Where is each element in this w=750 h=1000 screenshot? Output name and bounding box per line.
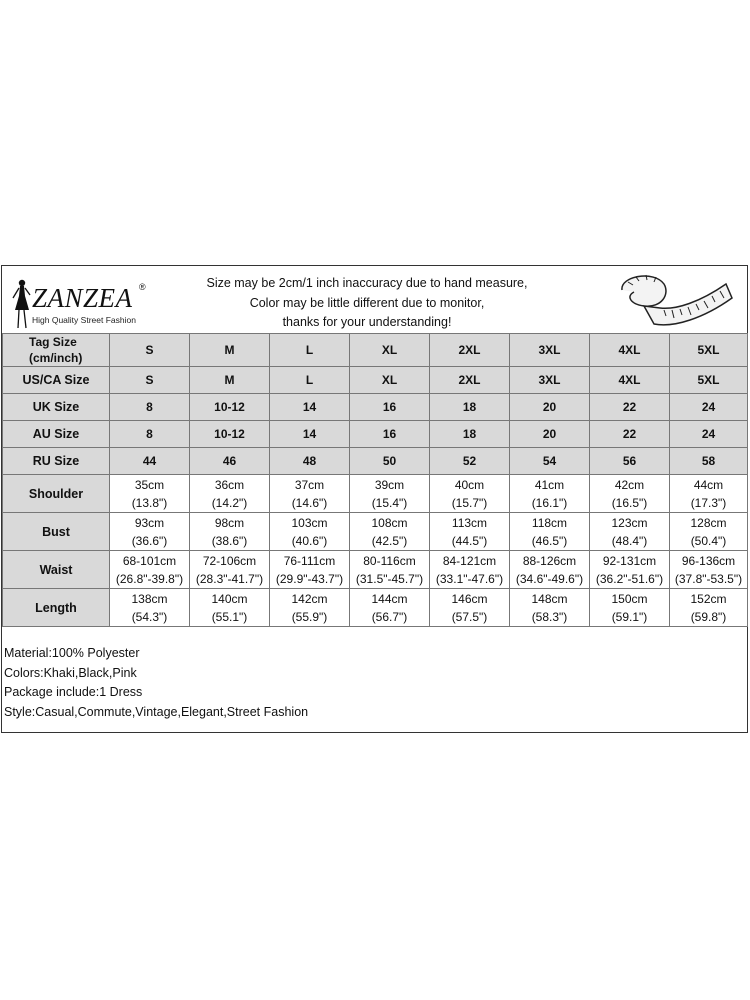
table-cell: [270, 551, 350, 589]
inch-value: (55.1"): [211, 609, 248, 624]
table-cell: 8: [110, 421, 190, 448]
inch-value: (15.4"): [371, 495, 408, 510]
inch-value: (29.9"-43.7"): [275, 571, 344, 586]
notice-line: Size may be 2cm/1 inch inaccuracy due to hand measure,: [206, 276, 528, 290]
brand-logo: [6, 272, 156, 328]
cm-value: 108cm: [371, 515, 408, 530]
table-cell: [190, 551, 270, 589]
table-cell: [510, 475, 590, 513]
measuring-tape-icon: [614, 268, 740, 330]
cm-value: 92-131cm: [602, 553, 657, 568]
inch-value: (17.3"): [690, 495, 727, 510]
note-package: Package include:1 Dress: [4, 685, 143, 699]
row-label: AU Size: [3, 421, 110, 448]
table-cell: [670, 551, 748, 589]
table-cell: S: [110, 334, 190, 367]
table-cell: [350, 513, 430, 551]
cm-value: 68-101cm: [122, 553, 177, 568]
inch-value: (15.7"): [451, 495, 488, 510]
table-cell: [350, 551, 430, 589]
table-cell: 5XL: [670, 367, 748, 394]
table-cell: 22: [590, 394, 670, 421]
inch-value: (16.5"): [611, 495, 648, 510]
table-cell: 16: [350, 421, 430, 448]
table-cell: [110, 513, 190, 551]
table-cell: 2XL: [430, 334, 510, 367]
note-style: Style:Casual,Commute,Vintage,Elegant,Street Fashion: [4, 704, 309, 719]
inch-value: (26.8"-39.8"): [115, 571, 184, 586]
cm-value: 148cm: [531, 591, 568, 606]
table-cell: 22: [590, 421, 670, 448]
cm-value: 42cm: [614, 477, 645, 492]
inch-value: (14.6"): [291, 495, 328, 510]
measure-row: [3, 475, 748, 513]
table-cell: 44: [110, 448, 190, 475]
notice-line: thanks for your understanding!: [282, 315, 452, 329]
table-cell: 5XL: [670, 334, 748, 367]
table-cell: [270, 513, 350, 551]
size-row: [3, 421, 748, 448]
size-chart: [1, 265, 748, 733]
inch-value: (13.8"): [131, 495, 168, 510]
inch-value: (31.5"-45.7"): [355, 571, 424, 586]
inch-value: (36.6"): [131, 533, 168, 548]
table-cell: [350, 475, 430, 513]
table-cell: [190, 475, 270, 513]
cm-value: 96-136cm: [681, 553, 736, 568]
cm-value: 35cm: [134, 477, 165, 492]
cm-value: 128cm: [690, 515, 727, 530]
inch-value: (28.3"-41.7"): [195, 571, 264, 586]
inch-value: (56.7"): [371, 609, 408, 624]
registered-mark: ®: [139, 282, 146, 292]
inch-value: (37.8"-53.5"): [674, 571, 743, 586]
tag-size-label: Tag Size (cm/inch): [3, 334, 110, 367]
inch-value: (57.5"): [451, 609, 488, 624]
inch-value: (14.2"): [211, 495, 248, 510]
table-cell: 4XL: [590, 334, 670, 367]
table-cell: XL: [350, 334, 430, 367]
cm-value: 142cm: [291, 591, 328, 606]
inch-value: (16.1"): [531, 495, 568, 510]
table-cell: 18: [430, 421, 510, 448]
cm-value: 144cm: [371, 591, 408, 606]
cm-value: 76-111cm: [283, 553, 336, 568]
table-cell: [430, 513, 510, 551]
row-label: Waist: [3, 551, 110, 589]
table-cell: 46: [190, 448, 270, 475]
table-cell: 10-12: [190, 394, 270, 421]
notice-line: Color may be little different due to monitor,: [249, 295, 485, 310]
table-cell: [270, 475, 350, 513]
cm-value: 36cm: [214, 477, 245, 492]
inch-value: (36.2"-51.6"): [595, 571, 664, 586]
cm-value: 39cm: [374, 477, 405, 492]
inch-value: (58.3"): [531, 609, 568, 624]
inch-value: (59.8"): [690, 609, 727, 624]
inch-value: (33.1"-47.6"): [435, 571, 504, 586]
size-table: [2, 333, 748, 627]
table-cell: [510, 551, 590, 589]
table-cell: [190, 589, 270, 627]
table-cell: M: [190, 334, 270, 367]
cm-value: 37cm: [294, 477, 325, 492]
table-cell: [590, 589, 670, 627]
inch-value: (40.6"): [291, 533, 328, 548]
table-cell: [590, 475, 670, 513]
inch-value: (48.4"): [611, 533, 648, 548]
cm-value: 44cm: [693, 477, 724, 492]
size-row: [3, 367, 748, 394]
chart-header: [2, 266, 747, 334]
table-cell: L: [270, 367, 350, 394]
cm-value: 103cm: [291, 515, 328, 530]
cm-value: 40cm: [454, 477, 485, 492]
cm-value: 152cm: [690, 591, 727, 606]
table-cell: [510, 589, 590, 627]
inch-value: (59.1"): [611, 609, 648, 624]
cm-value: 138cm: [131, 591, 168, 606]
table-cell: 3XL: [510, 334, 590, 367]
table-cell: 10-12: [190, 421, 270, 448]
table-cell: 24: [670, 394, 748, 421]
table-cell: 48: [270, 448, 350, 475]
table-cell: 16: [350, 394, 430, 421]
brand-tagline: High Quality Street Fashion: [32, 315, 136, 325]
measure-row: [3, 513, 748, 551]
table-cell: 14: [270, 421, 350, 448]
table-cell: [110, 589, 190, 627]
table-cell: [670, 589, 748, 627]
row-label: Length: [3, 589, 110, 627]
table-cell: [510, 513, 590, 551]
table-cell: 54: [510, 448, 590, 475]
row-label: RU Size: [3, 448, 110, 475]
table-cell: 4XL: [590, 367, 670, 394]
table-cell: [350, 589, 430, 627]
table-cell: XL: [350, 367, 430, 394]
product-notes: [4, 644, 308, 722]
size-row: [3, 448, 748, 475]
table-cell: S: [110, 367, 190, 394]
table-cell: [110, 551, 190, 589]
row-label: Shoulder: [3, 475, 110, 513]
inch-value: (46.5"): [531, 533, 568, 548]
table-cell: 2XL: [430, 367, 510, 394]
cm-value: 84-121cm: [442, 553, 497, 568]
table-cell: [190, 513, 270, 551]
row-label: US/CA Size: [3, 367, 110, 394]
table-cell: 20: [510, 394, 590, 421]
measure-row: [3, 551, 748, 589]
inch-value: (38.6"): [211, 533, 248, 548]
table-cell: 24: [670, 421, 748, 448]
table-cell: 52: [430, 448, 510, 475]
cm-value: 113cm: [451, 515, 488, 530]
cm-value: 80-116cm: [363, 553, 416, 568]
table-cell: 3XL: [510, 367, 590, 394]
note-colors: Colors:Khaki,Black,Pink: [4, 665, 137, 680]
table-cell: [430, 551, 510, 589]
table-cell: 50: [350, 448, 430, 475]
table-cell: [270, 589, 350, 627]
fashion-figure-icon: [10, 278, 34, 330]
table-cell: [670, 513, 748, 551]
measure-row: [3, 589, 748, 627]
table-cell: L: [270, 334, 350, 367]
table-cell: [430, 589, 510, 627]
table-cell: 18: [430, 394, 510, 421]
size-row: [3, 394, 748, 421]
table-cell: 14: [270, 394, 350, 421]
inch-value: (54.3"): [131, 609, 168, 624]
inch-value: (34.6"-49.6"): [515, 571, 584, 586]
cm-value: 72-106cm: [202, 553, 257, 568]
table-cell: [590, 513, 670, 551]
row-label: Bust: [3, 513, 110, 551]
table-cell: 20: [510, 421, 590, 448]
cm-value: 93cm: [134, 515, 165, 530]
table-cell: M: [190, 367, 270, 394]
table-cell: 56: [590, 448, 670, 475]
inch-value: (44.5"): [451, 533, 488, 548]
cm-value: 140cm: [211, 591, 248, 606]
cm-value: 88-126cm: [522, 553, 577, 568]
cm-value: 150cm: [611, 591, 648, 606]
notice-text: [182, 274, 552, 333]
table-cell: [590, 551, 670, 589]
note-material: Material:100% Polyester: [4, 646, 140, 660]
cm-value: 41cm: [534, 477, 565, 492]
table-cell: [670, 475, 748, 513]
table-cell: [430, 475, 510, 513]
brand-name: ZANZEA: [32, 283, 133, 313]
cm-value: 118cm: [531, 515, 568, 530]
table-cell: 58: [670, 448, 748, 475]
inch-value: (55.9"): [291, 609, 328, 624]
row-label: UK Size: [3, 394, 110, 421]
inch-value: (50.4"): [690, 533, 727, 548]
table-cell: [110, 475, 190, 513]
cm-value: 123cm: [611, 515, 648, 530]
table-cell: 8: [110, 394, 190, 421]
cm-value: 98cm: [214, 515, 245, 530]
cm-value: 146cm: [451, 591, 488, 606]
inch-value: (42.5"): [371, 533, 408, 548]
tag-size-row: [3, 334, 748, 367]
